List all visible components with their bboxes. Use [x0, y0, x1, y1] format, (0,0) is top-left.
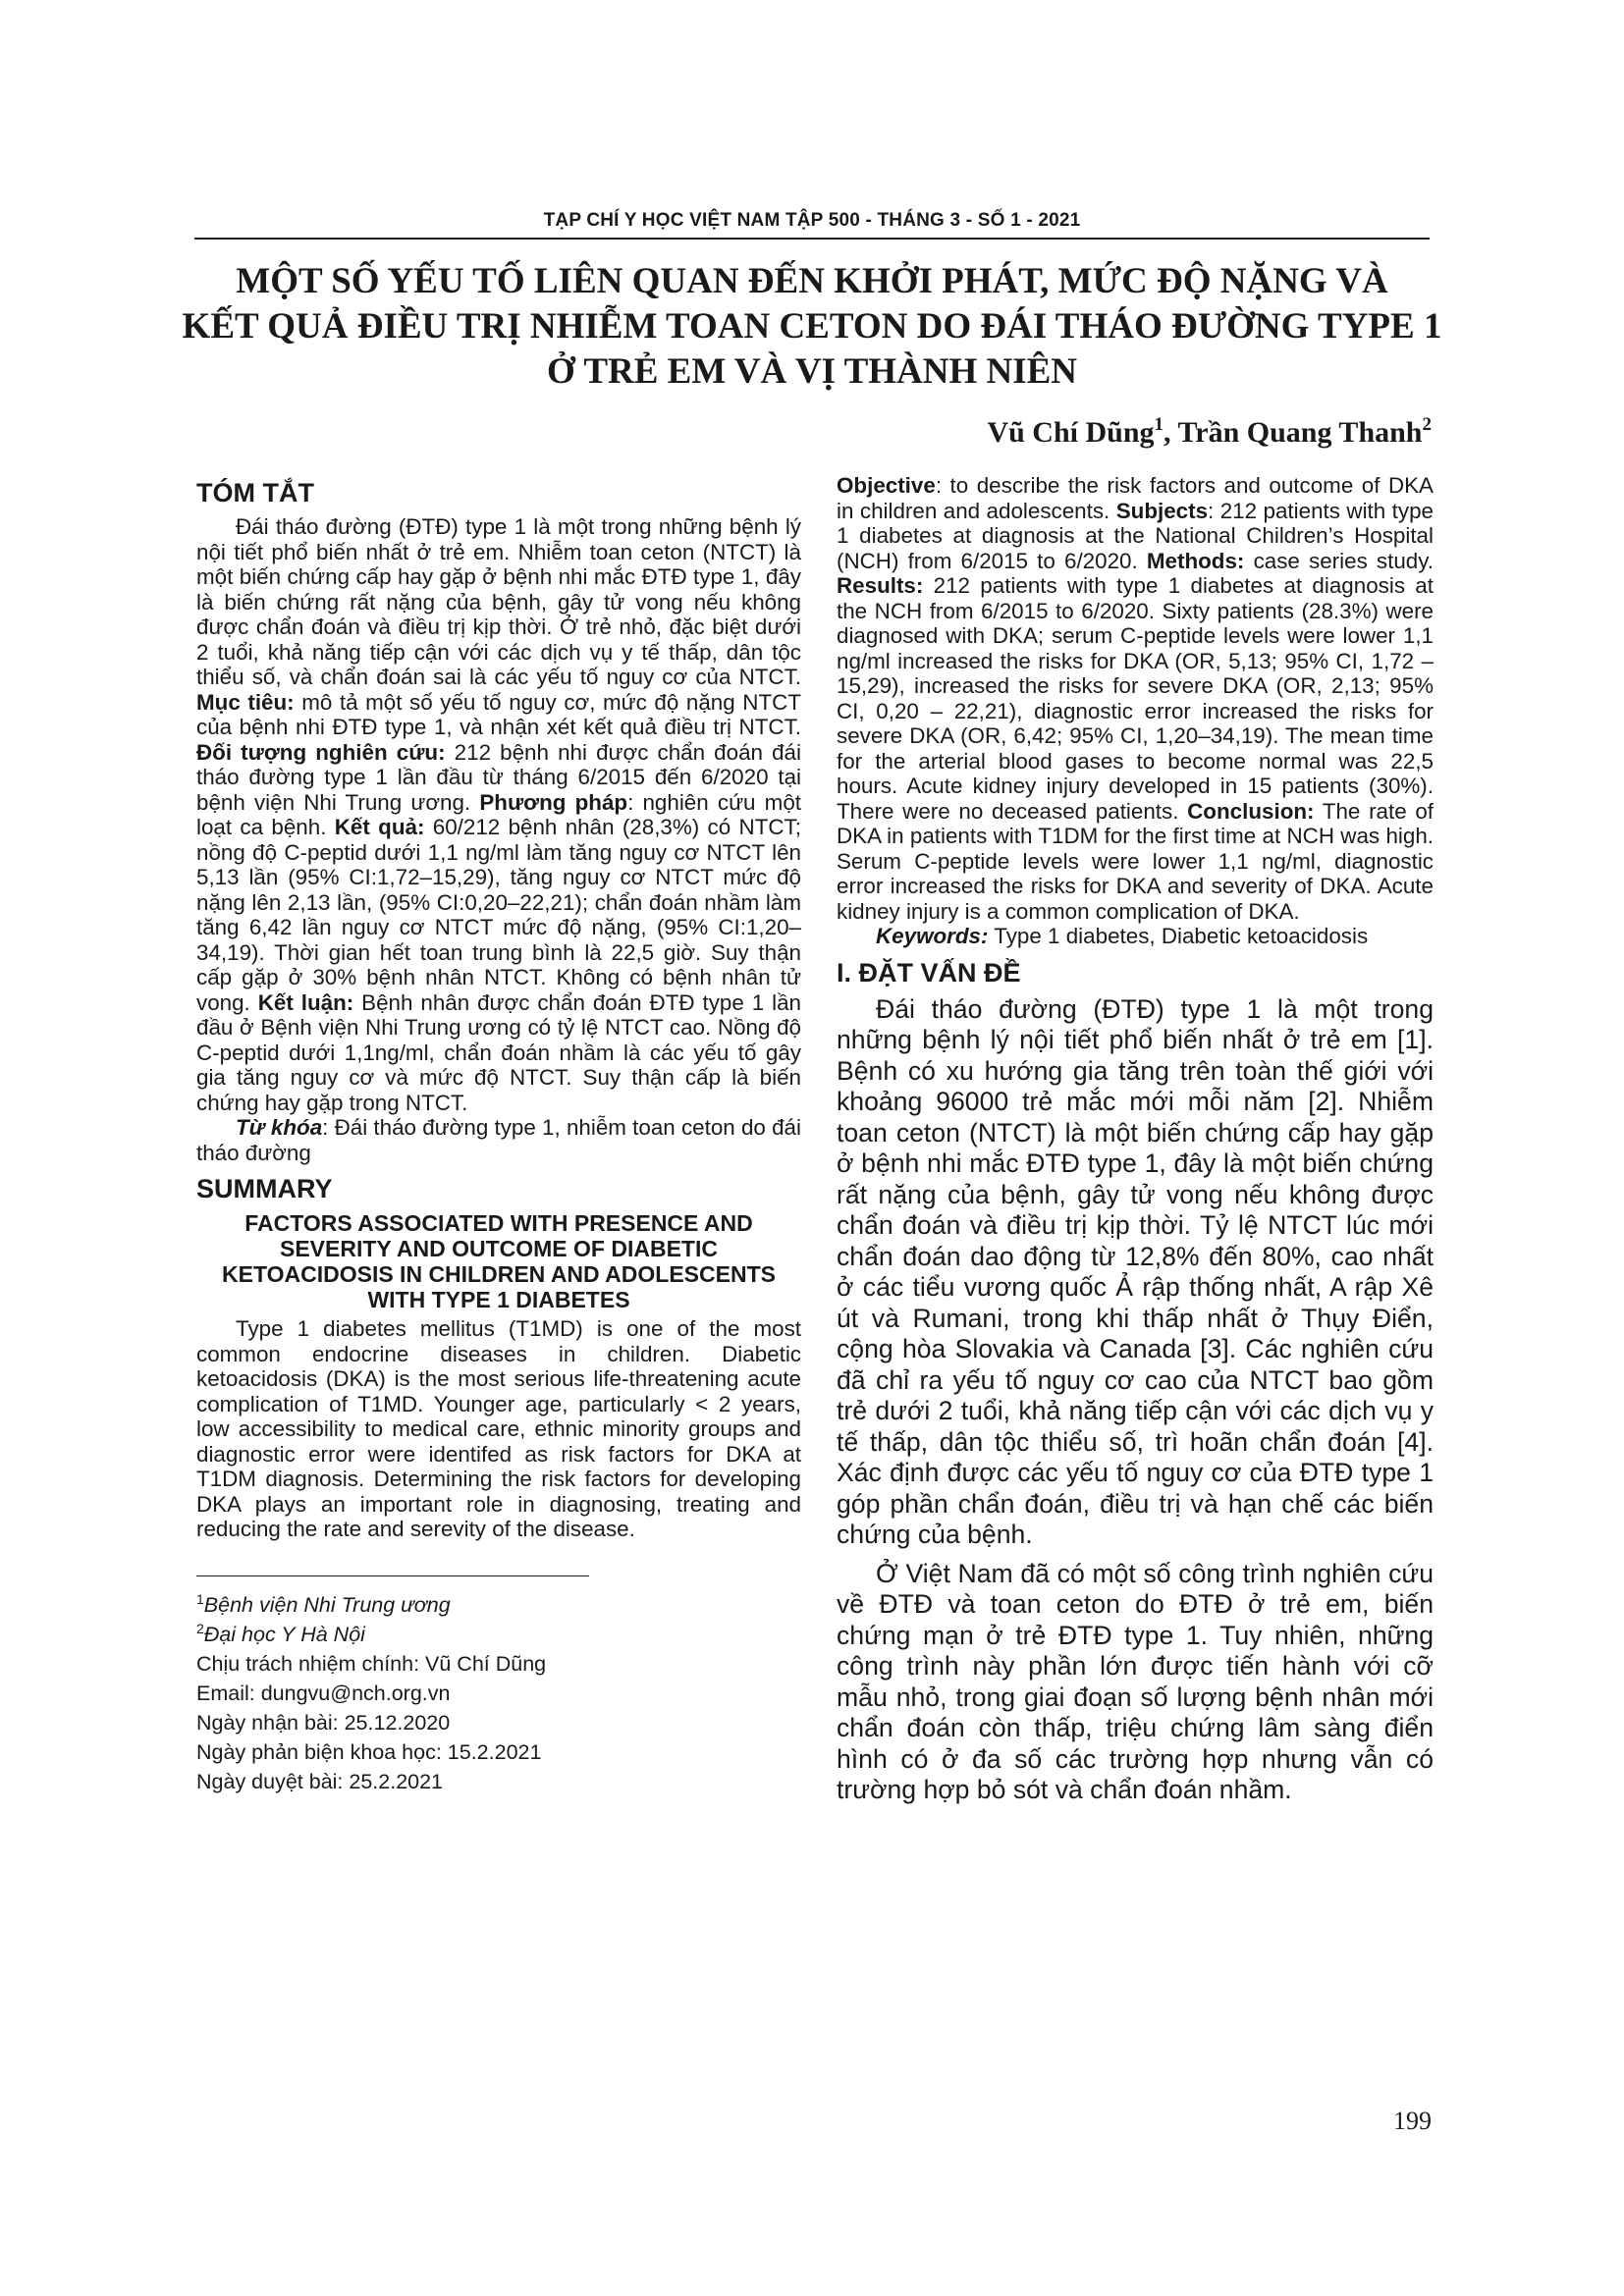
responsible-author: Chịu trách nhiệm chính: Vũ Chí Dũng	[196, 1651, 547, 1676]
received-date: Ngày nhận bài: 25.12.2020	[196, 1710, 451, 1735]
summary-methods-label: Methods:	[1146, 548, 1245, 573]
author-name: Trần Quang Thanh	[1177, 416, 1423, 449]
author-separator: ,	[1164, 416, 1178, 449]
affiliation-mark: 2	[196, 1620, 204, 1636]
left-column	[196, 477, 801, 1796]
abstract-vi-intro: Đái tháo đường (ĐTĐ) type 1 là một trong những bệnh lý nội tiết phổ biến nhất ở trẻ em. Nhiễm toan ceton (NTCT) là một biến chứng cấp hay gặp ở bệnh nhi mắc ĐTĐ type 1, đây là biến chứng rất nặng của bệnh, gây tử vong nếu không được chẩn đoán và điều trị kịp thời. Ở trẻ nhỏ, đặc biệt dưới 2 tuổi, khả năng tiếp cận với các dịch vụ y tế thấp, dân tộc thiểu số, và chẩn đoán sai là các yếu tố nguy cơ của NTCT.	[196, 514, 801, 689]
keywords-en-label: Keywords:	[876, 924, 989, 948]
summary-conclusion-text: The rate of DKA in patients with T1DM for the first time at NCH was high. Serum C-peptide levels were lower 1,1 ng/ml, diagnostic error increased the risks for DKA and severity of DKA. Acute kidney injury is a common complication of DKA.	[837, 798, 1435, 924]
summary-results-text: 212 patients with type 1 diabetes at diagnosis at the NCH from 6/2015 to 6/2020. Sixty patients (28.3%) were diagnosed with DKA; serum C-peptide levels were lower 1,1 ng/ml increased the risks for DKA (OR, 5,13; 95% CI, 1,72 – 15,29), increased the risks for severe DKA (OR, 2,13; 95% CI, 0,20 – 22,21), diagnostic error increased the risks for severe DKA (OR, 6,42; 95% CI, 1,20–34,19). The mean time for the arterial blood gases to become normal was 22,5 hours. Acute kidney injury developed in 15 patients (30%). There were no deceased patients.	[837, 573, 1434, 824]
keywords-vi-text: : Đái tháo đường type 1, nhiễm toan ceton do đái tháo đường	[196, 1115, 801, 1165]
title-line-1: MỘT SỐ YẾU TỐ LIÊN QUAN ĐẾN KHỞI PHÁT, MỨC ĐỘ NẶNG VÀ	[236, 261, 1388, 301]
section-1-heading: I. ĐẶT VẤN ĐỀ	[837, 957, 1021, 988]
conclusion-label: Kết luận:	[257, 989, 354, 1015]
subjects-label: Đối tượng nghiên cứu:	[196, 739, 446, 765]
summary-conclusion-label: Conclusion:	[1187, 798, 1315, 824]
summary-objective-text: : to describe the risk factors and outcome of DKA in children and adolescents.	[837, 473, 1434, 523]
abstract-vi-body	[196, 514, 801, 1115]
summary-body	[837, 473, 1434, 924]
objective-text: mô tả một số yếu tố nguy cơ, mức độ nặng NTCT của bệnh nhi ĐTĐ type 1, và nhận xét kết quả điều trị NTCT.	[196, 689, 801, 739]
author-affiliation-mark: 2	[1422, 414, 1432, 435]
summary-objective-label: Objective	[837, 473, 936, 498]
page-number: 199	[1393, 2107, 1432, 2135]
summary-subjects-text: : 212 patients with type 1 diabetes at diagnosis at the National Children’s Hospital (NCH) from 6/2015 to 6/2020.	[837, 498, 1434, 573]
keywords-en	[876, 924, 1434, 949]
summary-methods-text: case series study.	[1253, 548, 1434, 573]
section-1-paragraph-1: Đái tháo đường (ĐTĐ) type 1 là một trong những bệnh lý nội tiết phổ biến nhất ở trẻ em [1]. Bệnh có xu hướng gia tăng trên toàn thế giới với khoảng 96000 trẻ mắc mới mỗi năm [2]. Nhiễm toan ceton (NTCT) là một biến chứng cấp hay gặp ở bệnh nhi mắc ĐTĐ type 1, đây là một biến chứng rất nặng của bệnh, gây tử vong nếu không được chẩn đoán và điều trị kịp thời. Tỷ lệ NTCT lúc mới chẩn đoán dao động từ 12,8% đến 80%, cao nhất ở các tiểu vương quốc Ả rập thống nhất, A rập Xê út và Rumani, trong khi thấp nhất ở Thụy Điển, cộng hòa Slovakia và Canada [3]. Các nghiên cứu đã chỉ ra yếu tố nguy cơ cao của NTCT bao gồm trẻ dưới 2 tuổi, khả năng tiếp cận với các dịch vụ y tế thấp, dân tộc thiểu số, trì hoãn chẩn đoán [4]. Xác định được các yếu tố nguy cơ của ĐTĐ type 1 góp phần chẩn đoán, điều trị và hạn chế các biến chứng của bệnh.	[837, 993, 1434, 1549]
summary-results-label: Results:	[837, 573, 924, 598]
author-affiliation-mark: 1	[1154, 414, 1164, 435]
methods-text: : nghiên cứu một loạt ca bệnh.	[196, 789, 801, 839]
section-1-paragraph-2: Ở Việt Nam đã có một số công trình nghiên cứu về ĐTĐ và toan ceton do ĐTĐ ở trẻ em, biến chứng mạn ở trẻ ĐTĐ type 1. Tuy nhiên, những công trình này phần lớn được tiến hành với cỡ mẫu nhỏ, trong giai đoạn số lượng bệnh nhân mới chẩn đoán còn thấp, triệu chứng lâm sàng điển hình có ở đa số các trường hợp nhưng vẫn có trường hợp bỏ sót và chẩn đoán nhầm.	[837, 1558, 1434, 1804]
summary-intro: Type 1 diabetes mellitus (T1MD) is one of the most common endocrine diseases in children. Diabetic ketoacidosis (DKA) is the most serious life-threatening acute complication of T1MD. Younger age, particularly < 2 years, low accessibility to medical care, ethnic minority groups and diagnostic error were identifed as risk factors for DKA at T1DM diagnosis. Determining the risk factors for developing DKA plays an important role in diagnosing, treating and reducing the rate and serevity of the disease.	[196, 1316, 801, 1541]
right-column	[837, 473, 1434, 1806]
abstract-vi-heading: TÓM TẮT	[196, 478, 314, 507]
summary-heading: SUMMARY	[196, 1174, 333, 1203]
header-rule	[194, 238, 1430, 240]
objective-label: Mục tiêu:	[196, 689, 295, 715]
keywords-en-text: Type 1 diabetes, Diabetic ketoacidosis	[994, 924, 1369, 948]
author-name: Vũ Chí Dũng	[987, 416, 1155, 449]
subjects-text: 212 bệnh nhi được chẩn đoán đái tháo đường type 1 lần đầu từ tháng 6/2015 đến 6/2020 tại bệnh viện Nhi Trung ương.	[196, 739, 801, 815]
results-text: 60/212 bệnh nhân (28,3%) có NTCT; nồng độ C-peptid dưới 1,1 ng/ml làm tăng nguy cơ NTCT lên 5,13 lần (95% CI:1,72–15,29), tăng nguy cơ NTCT mức độ nặng lên 2,13 lần, (95% CI:0,20–22,21); chẩn đoán nhầm làm tăng 6,42 lần nguy cơ NTCT mức độ nặng, (95% CI:1,20–34,19). Thời gian hết toan trung bình là 22,5 giờ. Suy thận cấp gặp ở 30% bệnh nhân NTCT. Không có bệnh nhân tử vong.	[196, 815, 801, 1015]
keywords-vi	[196, 1115, 801, 1165]
results-label: Kết quả:	[334, 815, 425, 839]
review-date: Ngày phản biện khoa học: 15.2.2021	[196, 1739, 542, 1764]
running-header: TẠP CHÍ Y HỌC VIỆT NAM TẬP 500 - THÁNG 3 - SỐ 1 - 2021	[543, 210, 1081, 231]
author-list	[987, 416, 1432, 450]
article-title	[157, 259, 1467, 395]
summary-title: FACTORS ASSOCIATED WITH PRESENCE AND SEVERITY AND OUTCOME OF DIABETIC KETOACIDOSIS IN CHILDREN AND ADOLESCENTS WITH TYPE 1 DIABETES	[222, 1210, 776, 1312]
affiliation-mark: 1	[196, 1590, 204, 1607]
title-line-2: KẾT QUẢ ĐIỀU TRỊ NHIỄM TOAN CETON DO ĐÁI THÁO ĐƯỜNG TYPE 1	[182, 306, 1442, 347]
summary-subjects-label: Subjects	[1115, 498, 1209, 523]
methods-label: Phương pháp	[479, 789, 628, 815]
conclusion-text: Bệnh nhân được chẩn đoán ĐTĐ type 1 lần đầu ở Bệnh viện Nhi Trung ương có tỷ lệ NTCT cao. Nồng độ C-peptid dưới 1,1ng/ml, chẩn đoán nhầm là các yếu tố gây gia tăng nguy cơ và mức độ NTCT. Suy thận cấp là biến chứng hay gặp trong NTCT.	[196, 989, 801, 1115]
footnote-rule	[196, 1575, 589, 1576]
affiliation-2: $^2$Đại học Y Hà Nội	[196, 1620, 365, 1646]
accepted-date: Ngày duyệt bài: 25.2.2021	[196, 1769, 444, 1793]
affiliation-1: $^1$Bệnh viện Nhi Trung ương	[196, 1590, 451, 1617]
footnotes	[196, 1590, 801, 1796]
keywords-vi-label: Từ khóa	[236, 1115, 323, 1140]
title-line-3: Ở TRẺ EM VÀ VỊ THÀNH NIÊN	[546, 351, 1078, 392]
email: Email: dungvu@nch.org.vn	[196, 1681, 451, 1705]
